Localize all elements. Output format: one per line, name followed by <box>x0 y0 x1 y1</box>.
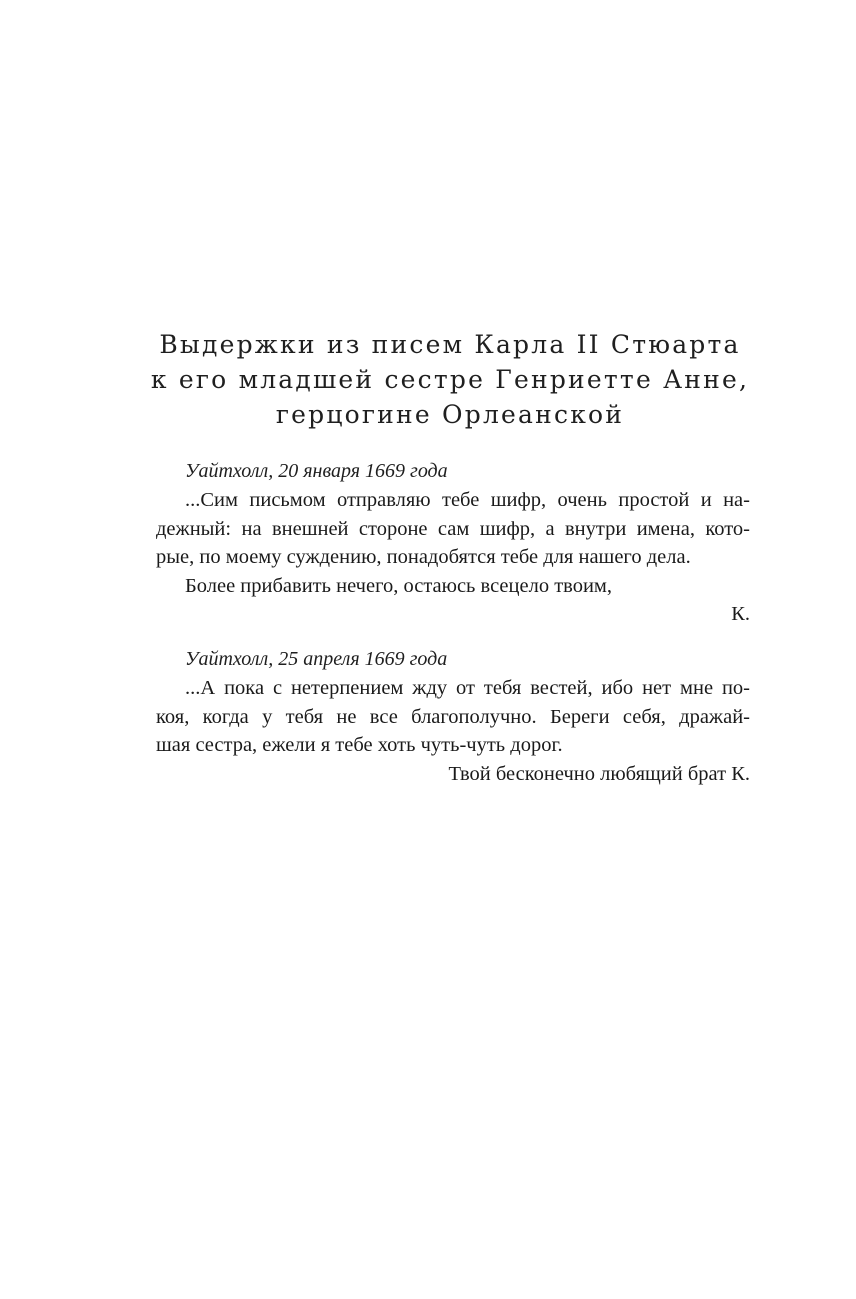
letter-1-line-2: дежный: на внешней стороне сам шифр, а внутри имена, кото- <box>156 517 750 540</box>
letter-1-signature: К. <box>731 603 750 625</box>
letter-2-dateline: Уайтхолл, 25 апреля 1669 года <box>185 648 448 670</box>
title-line-2: к его младшей сестре Генриетте Анне, <box>150 365 750 394</box>
letter-1-line-3: рые, по моему суждению, понадобятся тебе для нашего дела. <box>156 546 691 568</box>
letter-1-line-4: Более прибавить нечего, остаюсь всецело твоим, <box>185 574 613 597</box>
title-line-1: Выдержки из писем Карла II Стюарта <box>159 330 741 359</box>
letter-1-dateline: Уайтхолл, 20 января 1669 года <box>185 460 448 482</box>
page-title <box>150 327 750 432</box>
letter-1 <box>156 456 750 629</box>
letter-2-line-2: коя, когда у тебя не все благополучно. Береги себя, дражай- <box>156 705 750 728</box>
letter-2-line-1: ...А пока с нетерпением жду от тебя вестей, ибо нет мне по- <box>185 677 750 699</box>
letter-2-line-3: шая сестра, ежели я тебе хоть чуть-чуть дорог. <box>156 734 563 756</box>
letter-2-signature: Твой бесконечно любящий брат К. <box>448 762 750 785</box>
letter-2 <box>156 644 750 788</box>
title-line-3: герцогине Орлеанской <box>275 400 625 429</box>
letter-1-line-1: ...Сим письмом отправляю тебе шифр, очень простой и на- <box>185 489 750 511</box>
